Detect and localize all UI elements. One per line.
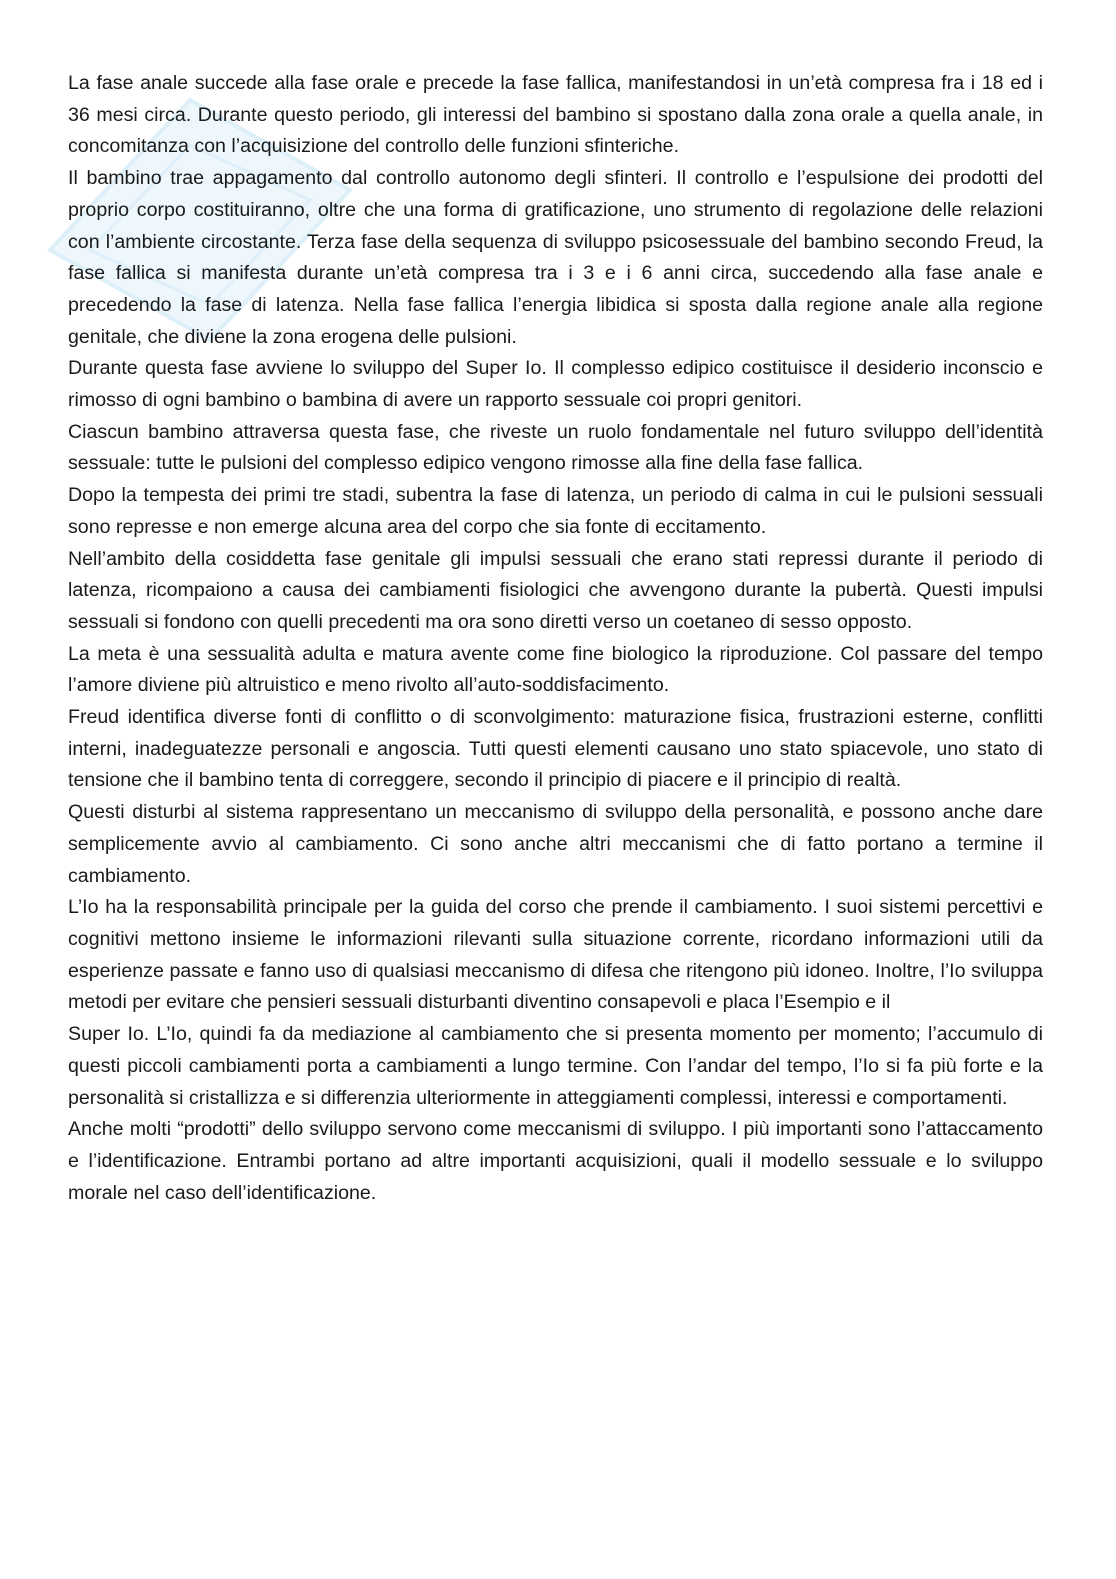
paragraph-4: Ciascun bambino attraversa questa fase, che riveste un ruolo fondamentale nel futuro sviluppo dell’identità sessuale: tutte le pulsioni del complesso edipico vengono rimosse alla fine della fase fallica.: [68, 420, 1043, 475]
paragraph-9: Questi disturbi al sistema rappresentano un meccanismo di sviluppo della personalità, e possono anche dare semplicemente avvio al cambiamento. Ci sono anche altri meccanismi che di fatto portano a termine il cambiamento.: [68, 801, 1043, 887]
paragraph-3: Durante questa fase avviene lo sviluppo del Super Io. Il complesso edipico costituisce il desiderio inconscio e rimosso di ogni bambino o bambina di avere un rapporto sessuale coi propri genitori.: [68, 357, 1043, 412]
document-body: [68, 68, 1043, 1209]
paragraph-5: Dopo la tempesta dei primi tre stadi, subentra la fase di latenza, un periodo di calma in cui le pulsioni sessuali sono represse e non emerge alcuna area del corpo che sia fonte di eccitamento.: [68, 484, 1043, 538]
paragraph-6: Nell’ambito della cosiddetta fase genitale gli impulsi sessuali che erano stati repressi durante il periodo di latenza, ricompaiono a causa dei cambiamenti fisiologici che avvengono durante la pubertà. Questi impulsi sessuali si fondono con quelli precedenti ma ora sono diretti verso un coetaneo di sesso opposto.: [68, 547, 1043, 633]
paragraph-11: Super Io. L’Io, quindi fa da mediazione al cambiamento che si presenta momento per momento; l’accumulo di questi piccoli cambiamenti porta a cambiamenti a lungo termine. Con l’andar del tempo, l’Io si fa più forte e la personalità si cristallizza e si differenzia ulteriormente in atteggiamenti complessi, interessi e comportamenti.: [68, 1023, 1043, 1109]
paragraph-7: La meta è una sessualità adulta e matura avente come fine biologico la riproduzione. Col passare del tempo l’amore diviene più altruistico e meno rivolto all’auto-soddisfacimento.: [68, 642, 1043, 697]
paragraph-1: La fase anale succede alla fase orale e precede la fase fallica, manifestandosi in un’età compresa fra i 18 ed i 36 mesi circa. Durante questo periodo, gli interessi del bambino si spostano dalla zona orale a quella anale, in concomitanza con l’acquisizione del controllo delle funzioni sfinteriche.: [68, 72, 1043, 158]
paragraph-8: Freud identifica diverse fonti di conflitto o di sconvolgimento: maturazione fisica, frustrazioni esterne, conflitti interni, inadeguatezze personali e angoscia. Tutti questi elementi causano uno stato spiacevole, uno stato di tensione che il bambino tenta di correggere, secondo il principio di piacere e il principio di realtà.: [68, 706, 1043, 792]
paragraph-12: Anche molti “prodotti” dello sviluppo servono come meccanismi di sviluppo. I più importanti sono l’attaccamento e l’identificazione. Entrambi portano ad altre importanti acquisizioni, quali il modello sessuale e lo sviluppo morale nel caso dell’identificazione.: [68, 1118, 1043, 1204]
paragraph-2: Il bambino trae appagamento dal controllo autonomo degli sfinteri. Il controllo e l’espulsione dei prodotti del proprio corpo costituiranno, oltre che una forma di gratificazione, uno strumento di regolazione delle relazioni con l’ambiente circostante. Terza fase della sequenza di sviluppo psicosessuale del bambino secondo Freud, la fase fallica si manifesta durante un’età compresa tra i 3 e i 6 anni circa, succedendo alla fase anale e precedendo la fase di latenza. Nella fase fallica l’energia libidica si sposta dalla regione anale alla regione genitale, che diviene la zona erogena delle pulsioni.: [68, 167, 1043, 348]
paragraph-10: L’Io ha la responsabilità principale per la guida del corso che prende il cambiamento. I suoi sistemi percettivi e cognitivi mettono insieme le informazioni rilevanti sulla situazione corrente, ricordano informazioni utili da esperienze passate e fanno uso di qualsiasi meccanismo di difesa che ritengono più idoneo. Inoltre, l’Io sviluppa metodi per evitare che pensieri sessuali disturbanti diventino consapevoli e placa l’Esempio e il: [68, 896, 1043, 1014]
